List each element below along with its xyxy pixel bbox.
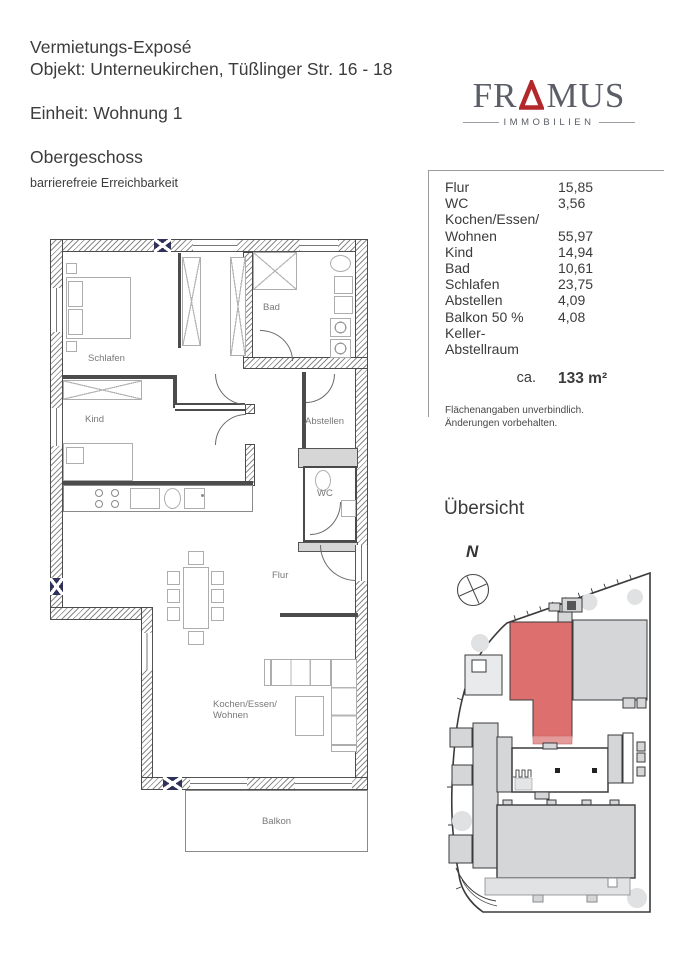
building (515, 778, 532, 790)
row-label: Flur (445, 179, 470, 195)
hob-burner (111, 489, 119, 497)
row-label: Kind (445, 243, 474, 260)
row-label: Schlafen (445, 276, 500, 293)
logo-text-fr: FR (472, 76, 518, 115)
hob-burner (95, 500, 103, 508)
note-line: Flächenangaben unverbindlich. (445, 405, 584, 417)
door-arc-bad (260, 330, 293, 361)
washing-machine (330, 339, 351, 358)
document-title: Vermietungs-Exposé (30, 37, 192, 57)
building (637, 753, 645, 762)
tree (471, 634, 489, 652)
building-core (592, 768, 597, 773)
wardrobe (230, 257, 246, 356)
pillow (68, 281, 83, 307)
wall (178, 253, 181, 348)
row-label: Bad (445, 260, 470, 277)
window (300, 239, 338, 252)
chair (211, 589, 224, 603)
window (141, 633, 153, 670)
wall (175, 403, 245, 411)
hob-burner (111, 500, 119, 508)
site-plan (442, 565, 672, 920)
wall-marker-icon (50, 578, 63, 595)
shower (253, 252, 297, 290)
sofa (331, 659, 357, 745)
overview-title: Übersicht (444, 498, 525, 519)
railing (280, 613, 358, 617)
room-label-flur: Flur (272, 570, 289, 581)
room-label-abstellen: Abstellen (305, 416, 345, 427)
room-label-kochen (213, 699, 277, 721)
logo-text-mus: MUS (546, 76, 626, 115)
note-line: Änderungen vorbehalten. (445, 418, 558, 430)
sofa-armrest (264, 659, 271, 686)
building (535, 792, 549, 799)
chair (211, 607, 224, 621)
room-label-wc: WC (317, 488, 333, 499)
row-label: Kochen/Essen/ (445, 211, 540, 228)
building (573, 620, 647, 700)
chair (167, 589, 180, 603)
building (623, 733, 633, 783)
entrance-opening (355, 545, 368, 581)
room-label-kochen-line1: Kochen/Essen/ (213, 699, 277, 710)
door-arc-abstellen (306, 374, 335, 403)
wardrobe (63, 380, 142, 400)
chair (188, 631, 204, 645)
door-arc-kind (215, 414, 246, 445)
row-label: Abstellen (445, 292, 503, 309)
building (558, 612, 572, 622)
wall (50, 607, 153, 620)
wall-marker-icon (163, 777, 182, 790)
wall (245, 404, 255, 414)
door-arc-schlafen (215, 374, 246, 405)
nightstand (66, 341, 77, 352)
balcony (185, 790, 368, 852)
hob-burner (95, 489, 103, 497)
row-value: 23,75 (558, 276, 594, 293)
building (449, 835, 472, 863)
row-value: 4,08 (558, 308, 586, 325)
row-label: Keller-Abstellraum (445, 324, 519, 358)
row-value: 55,97 (558, 227, 594, 244)
coffee-table (295, 696, 324, 736)
building (608, 735, 622, 783)
dishwasher (130, 488, 160, 509)
floor-line: Obergeschoss (30, 147, 143, 167)
sink (334, 276, 353, 294)
building (543, 743, 557, 749)
nightstand (66, 263, 77, 274)
building (497, 737, 512, 792)
window (193, 239, 237, 252)
building (637, 698, 646, 708)
north-label: N (466, 542, 479, 561)
dining-table (183, 567, 209, 629)
tree (627, 589, 643, 605)
sink (334, 296, 353, 314)
building (497, 805, 635, 878)
room-label-kind: Kind (85, 414, 105, 425)
building (608, 878, 617, 887)
room-label-schlafen: Schlafen (88, 353, 125, 364)
chair (167, 571, 180, 585)
window (50, 288, 63, 332)
row-value: 3,56 (558, 195, 586, 212)
building (472, 660, 486, 672)
wall-marker-icon (154, 239, 171, 252)
kitchen-sink (184, 488, 205, 509)
faucet (201, 494, 204, 497)
tree (581, 594, 598, 611)
washing-machine (330, 318, 351, 337)
toilet (330, 255, 351, 272)
building (452, 765, 472, 785)
kitchen-sink (164, 488, 181, 509)
wall (63, 375, 175, 379)
pillow (66, 447, 84, 464)
wall (298, 448, 358, 468)
sofa (271, 659, 331, 686)
building (587, 895, 597, 902)
window (50, 408, 63, 446)
row-label: Balkon 50 % (445, 308, 524, 325)
unit-line: Einheit: Wohnung 1 (30, 103, 183, 123)
total-prefix: ca. (516, 370, 536, 387)
row-value: 4,09 (558, 292, 586, 309)
room-label-kochen-line2: Wohnen (213, 710, 249, 721)
row-label: WC (445, 195, 469, 212)
building (623, 698, 635, 708)
pillow (68, 309, 83, 335)
row-value: 10,61 (558, 260, 594, 277)
sink (341, 500, 356, 517)
row-value: 14,94 (558, 243, 594, 260)
logo-subtitle: IMMOBILIEN (503, 117, 595, 128)
stairs (513, 770, 531, 777)
door-arc-entrance (320, 545, 356, 581)
chair (211, 571, 224, 585)
tree (452, 811, 472, 831)
building (533, 895, 543, 902)
building (637, 767, 645, 776)
accessibility-line: barrierefreie Erreichbarkeit (30, 176, 178, 190)
wall (245, 444, 255, 486)
row-value: 15,85 (558, 179, 594, 195)
building (549, 603, 560, 611)
building-core (555, 768, 560, 773)
building (637, 742, 645, 751)
window (295, 777, 352, 790)
chair (188, 551, 204, 565)
building (567, 601, 576, 610)
total-area-value: 133 m² (558, 370, 608, 388)
chair (167, 607, 180, 621)
building (450, 728, 472, 747)
wardrobe (182, 257, 201, 346)
sofa-armrest (331, 745, 357, 752)
room-label-bad: Bad (263, 302, 280, 313)
room-label-balkon: Balkon (261, 815, 292, 827)
row-label: Wohnen (445, 227, 497, 244)
building (473, 723, 498, 868)
window (190, 777, 247, 790)
object-address: Objekt: Unterneukirchen, Tüßlinger Str. 16 - 18 (30, 59, 393, 79)
